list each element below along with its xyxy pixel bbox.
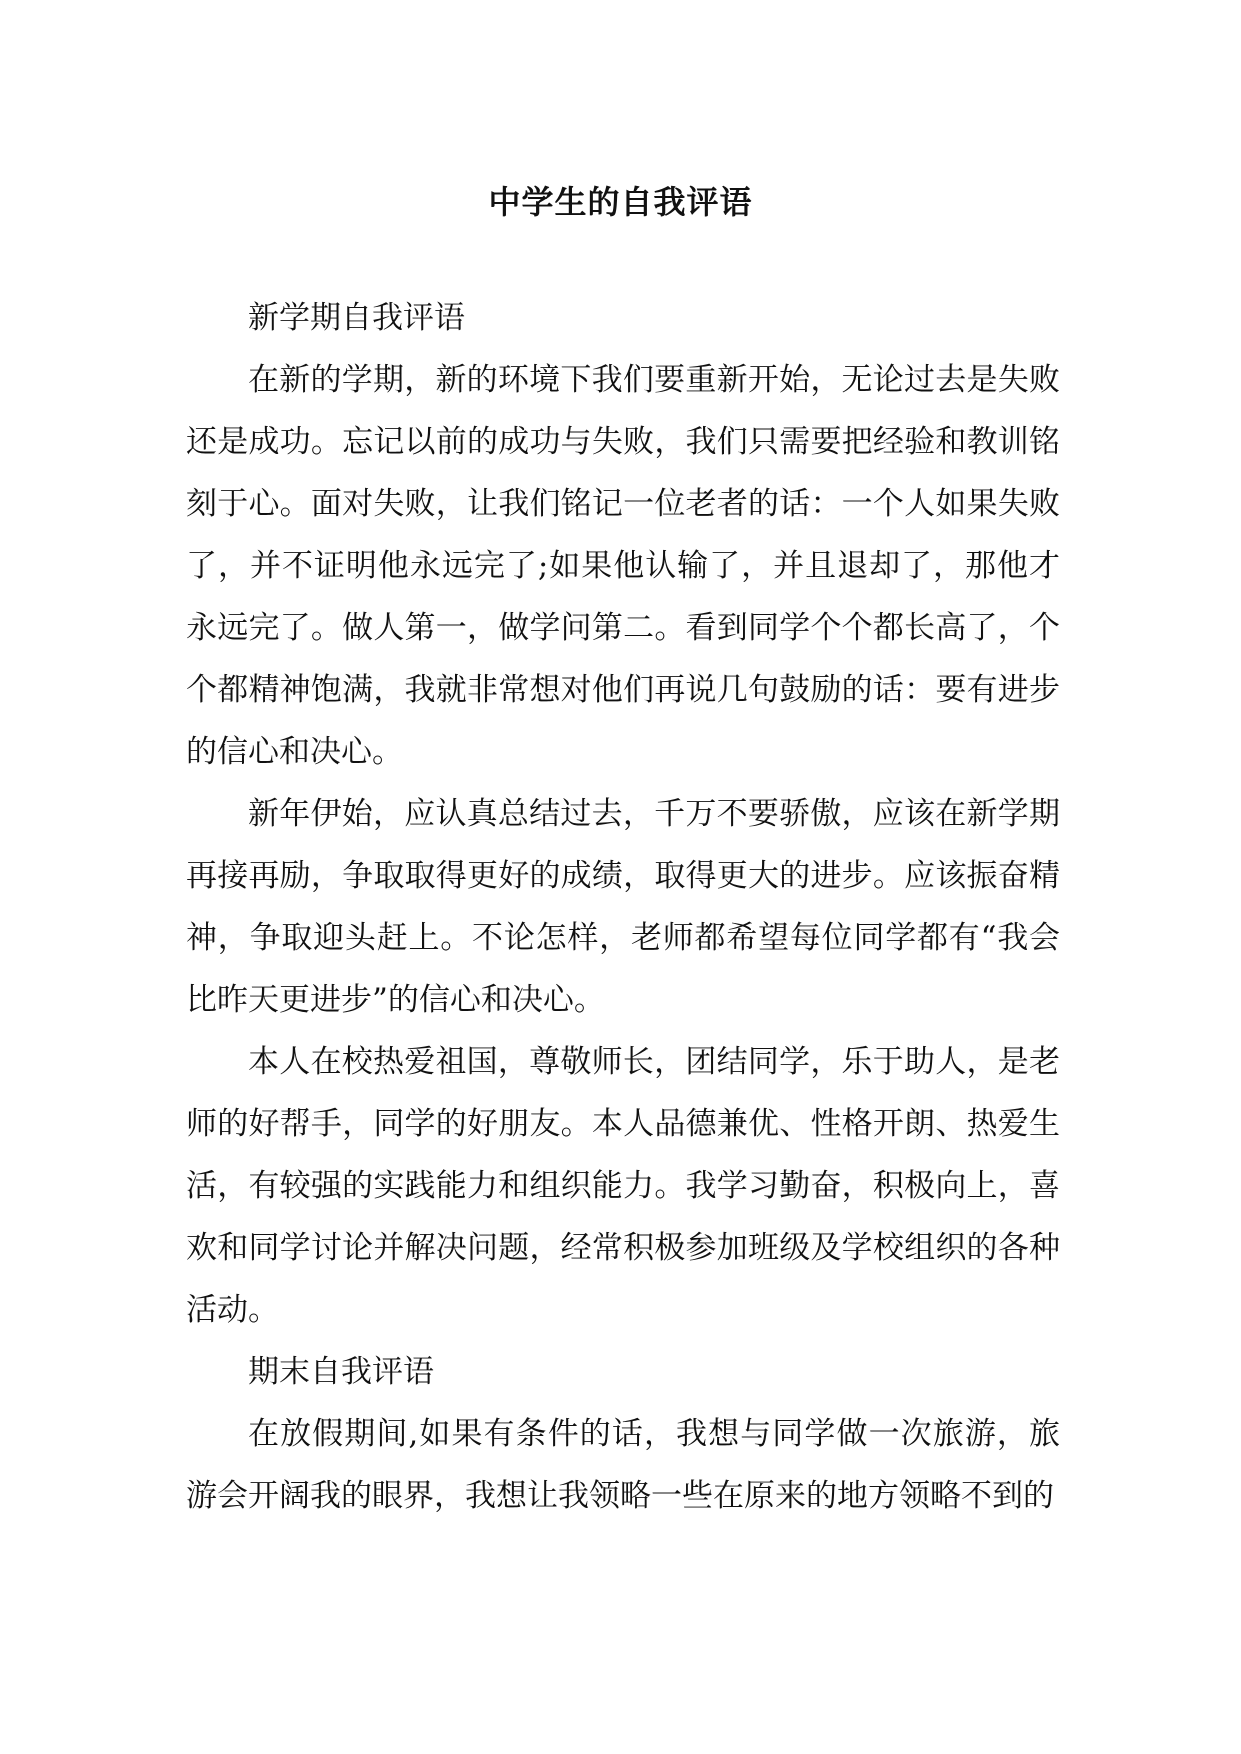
section-heading-new-semester: 新学期自我评语 (248, 300, 465, 336)
section-heading-final-term: 期末自我评语 (248, 1354, 434, 1390)
paragraph-new-semester-2: 新年伊始，应认真总结过去，千万不要骄傲，应该在新学期再接再励，争取取得更好的成绩，取得更大的进步。应该振奋精神，争取迎头赶上。不论怎样，老师都希望每位同学都有“我会比昨天更进步”的信心和决心。 (186, 796, 1060, 1018)
paragraph-vacation-plan: 在放假期间,如果有条件的话，我想与同学做一次旅游，旅游会开阔我的眼界，我想让我领略一些在原来的地方领略不到的 (186, 1416, 1060, 1514)
paragraph-new-semester-1: 在新的学期，新的环境下我们要重新开始，无论过去是失败还是成功。忘记以前的成功与失败，我们只需要把经验和教训铭刻于心。面对失败，让我们铭记一位老者的话：一个人如果失败了，并不证明他永远完了;如果他认输了，并且退却了，那他才永远完了。做人第一，做学问第二。看到同学个个都长高了，个个都精神饱满，我就非常想对他们再说几句鼓励的话：要有进步的信心和决心。 (186, 362, 1060, 770)
paragraph-self-description: 本人在校热爱祖国，尊敬师长，团结同学，乐于助人，是老师的好帮手，同学的好朋友。本人品德兼优、性格开朗、热爱生活，有较强的实践能力和组织能力。我学习勤奋，积极向上，喜欢和同学讨论并解决问题，经常积极参加班级及学校组织的各种活动。 (186, 1044, 1060, 1328)
document-title: 中学生的自我评语 (488, 183, 753, 222)
document-body (186, 287, 1060, 1527)
